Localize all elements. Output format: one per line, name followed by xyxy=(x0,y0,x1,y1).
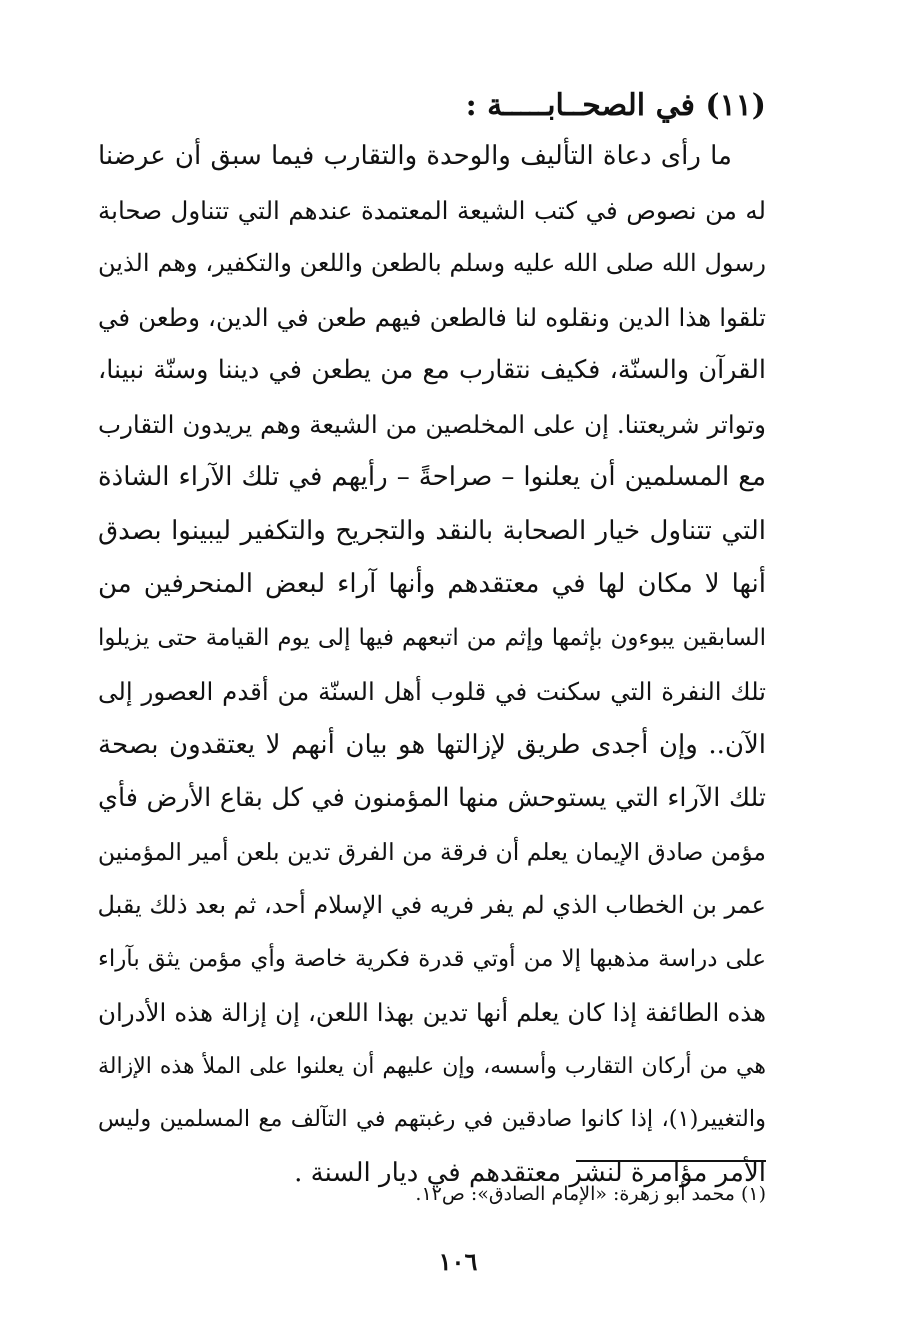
text-line: تلقوا هذا الدين ونقلوه لنا فالطعن فيهم طعن في الدين، وطعن في xyxy=(98,302,766,332)
text-line: رسول الله صلى الله عليه وسلم بالطعن واللعن والتكفير، وهم الذين xyxy=(98,249,766,277)
text-line: التي تتناول خيار الصحابة بالنقد والتجريح والتكفير ليبينوا بصدق xyxy=(98,515,766,546)
text-line: ما رأى دعاة التأليف والوحدة والتقارب فيما سبق أن عرضنا xyxy=(98,141,732,171)
text-line: القرآن والسنّة، فكيف نتقارب مع من يطعن في ديننا وسنّة نبينا، xyxy=(98,355,766,385)
text-line: هذه الطائفة إذا كان يعلم أنها تدين بهذا اللعن، إن إزالة هذه الأدران xyxy=(98,998,766,1027)
text-line: الأمر مؤامرة لنشر معتقدهم في ديار السنة . xyxy=(294,1157,766,1188)
section-heading: (١١) في الصحــابـــــة : xyxy=(465,88,766,123)
footnote-separator xyxy=(576,1160,766,1162)
text-line: تلك الآراء التي يستوحش منها المؤمنون في كل بقاع الأرض فأي xyxy=(98,783,766,813)
text-line: أنها لا مكان لها في معتقدهم وأنها آراء لبعض المنحرفين من xyxy=(98,569,766,599)
page-number: ١٠٦ xyxy=(438,1247,478,1276)
text-line: تلك النفرة التي سكنت في قلوب أهل السنّة من أقدم العصور إلى xyxy=(98,677,766,706)
text-line: عمر بن الخطاب الذي لم يفر فريه في الإسلام أحد، ثم بعد ذلك يقبل xyxy=(97,891,766,919)
text-line: والتغيير(١)، إذا كانوا صادقين في رغبتهم في التآلف مع المسلمين وليس xyxy=(98,1106,766,1132)
text-line: هي من أركان التقارب وأسسه، وإن عليهم أن يعلنوا على الملأ هذه الإزالة xyxy=(98,1053,766,1079)
text-line: له من نصوص في كتب الشيعة المعتمدة عندهم التي تتناول صحابة xyxy=(98,195,766,225)
text-line: الآن.. وإن أجدى طريق لإزالتها هو بيان أنهم لا يعتقدون بصحة xyxy=(98,729,766,760)
text-line: مؤمن صادق الإيمان يعلم أن فرقة من الفرق تدين بلعن أمير المؤمنين xyxy=(97,837,766,866)
text-line: مع المسلمين أن يعلنوا – صراحةً – رأيهم في تلك الآراء الشاذة xyxy=(98,462,766,492)
text-line: السابقين يبوءون بإثمها وإثم من اتبعهم فيها إلى يوم القيامة حتى يزيلوا xyxy=(98,624,766,651)
text-line: وتواتر شريعتنا. إن على المخلصين من الشيعة وهم يريدون التقارب xyxy=(98,409,766,439)
body-paragraph xyxy=(98,130,766,1200)
footnote: (١) محمد أبو زهرة: «الإمام الصادق»: ص١٢. xyxy=(415,1183,766,1205)
text-line: على دراسة مذهبها إلا من أوتي قدرة فكرية خاصة وأي مؤمن يثق بآراء xyxy=(98,945,766,972)
